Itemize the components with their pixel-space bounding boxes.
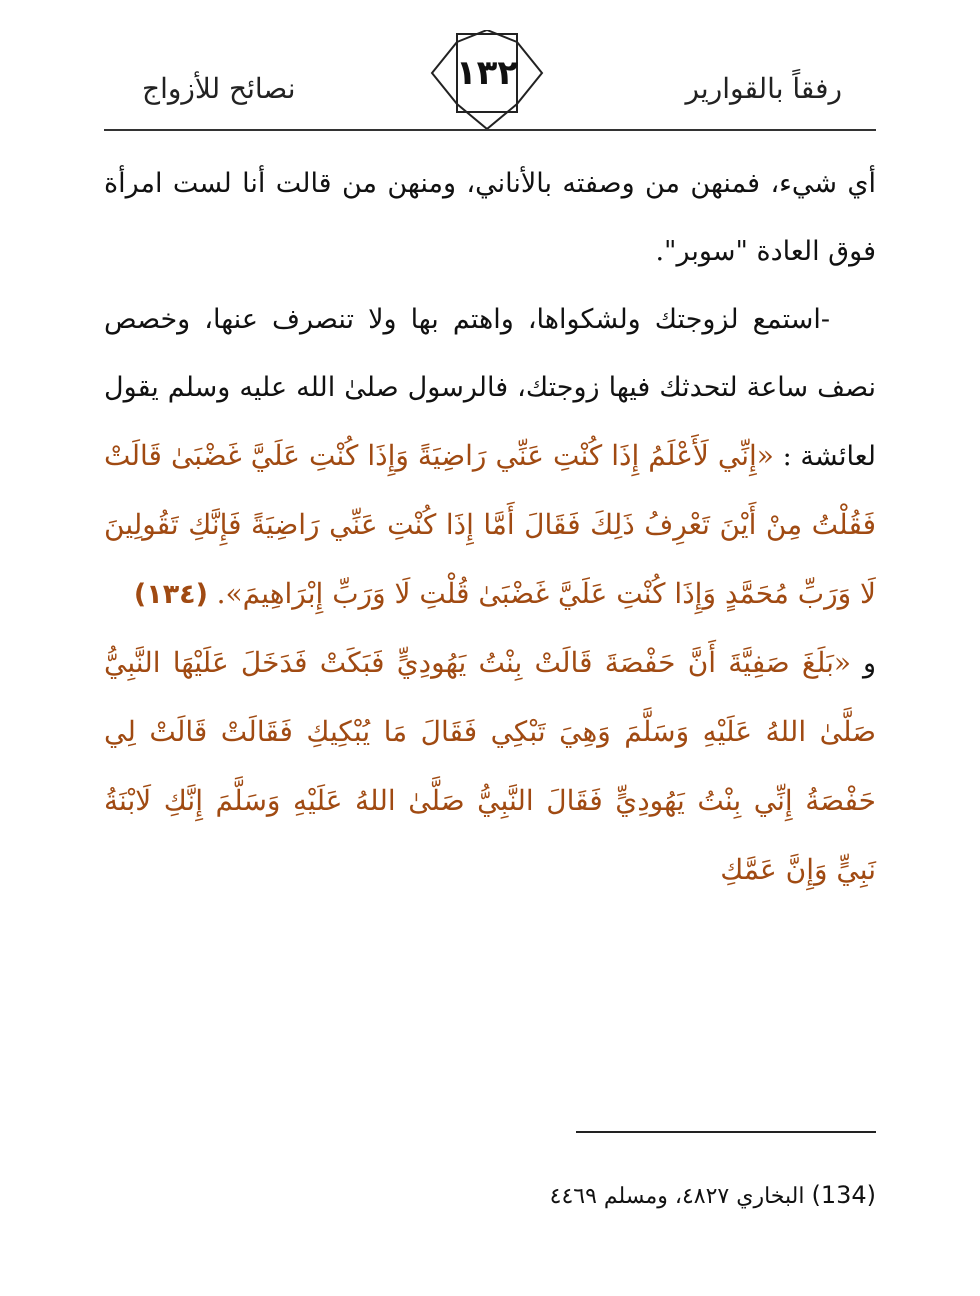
footnote-text: البخاري ٤٨٢٧، ومسلم ٤٤٦٩ (549, 1184, 812, 1209)
paragraph-3 (104, 629, 876, 905)
hadith-aisha: «إِنِّي لَأَعْلَمُ إِذَا كُنْتِ عَنِّي رَاضِيَةً وَإِذَا كُنْتِ عَلَيَّ غَضْبَىٰ قَالَتْ فَقُلْتُ مِنْ أَيْنَ تَعْرِفُ ذَلِكَ فَقَالَ أَمَّا إِذَا كُنْتِ عَنِّي رَاضِيَةً فَإِنَّكِ تَقُولِينَ لَا وَرَبِّ مُحَمَّدٍ وَإِذَا كُنْتِ عَلَيَّ غَضْبَىٰ قُلْتِ لَا وَرَبِّ إِبْرَاهِيمَ». (104, 439, 876, 610)
page-number: ١٣٢ (455, 53, 519, 93)
running-title-section: نصائح للأزواج (142, 72, 296, 105)
paragraph-1: أي شيء، فمنهن من وصفته بالأناني، ومنهن من قالت أنا لست امرأة فوق العادة "سوبر". (104, 168, 876, 267)
paragraph-2-intro: -استمع لزوجتك ولشكواها، واهتم بها ولا تنصرف عنها، وخصص نصف ساعة لتحدثك فيها زوجتك، فالرسول صلىٰ الله عليه وسلم يقول لعائشة : (104, 304, 876, 472)
page-number-badge (428, 30, 546, 130)
footnote-reference: (١٣٤) (133, 579, 209, 610)
running-title-book: رفقاً بالقوارير (685, 72, 842, 105)
paragraph-2 (104, 286, 876, 629)
header-divider (104, 129, 876, 131)
footnote-number: (134) (811, 1181, 876, 1209)
page-header (0, 0, 980, 140)
paragraph-3-prefix: و (851, 648, 876, 679)
footnote-divider (576, 1131, 876, 1133)
page-body (104, 150, 876, 905)
footnote (176, 1178, 876, 1214)
hadith-safiyya: «بَلَغَ صَفِيَّةَ أَنَّ حَفْصَةَ قَالَتْ بِنْتُ يَهُودِيٍّ فَبَكَتْ فَدَخَلَ عَلَيْهَا النَّبِيُّ صَلَّىٰ اللهُ عَلَيْهِ وَسَلَّمَ وَهِيَ تَبْكِي فَقَالَ مَا يُبْكِيكِ فَقَالَتْ قَالَتْ لِي حَفْصَةُ إِنِّي بِنْتُ يَهُودِيٍّ فَقَالَ النَّبِيُّ صَلَّىٰ اللهُ عَلَيْهِ وَسَلَّمَ إِنَّكِ لَابْنَةُ نَبِيٍّ وَإِنَّ عَمَّكِ (104, 646, 876, 886)
